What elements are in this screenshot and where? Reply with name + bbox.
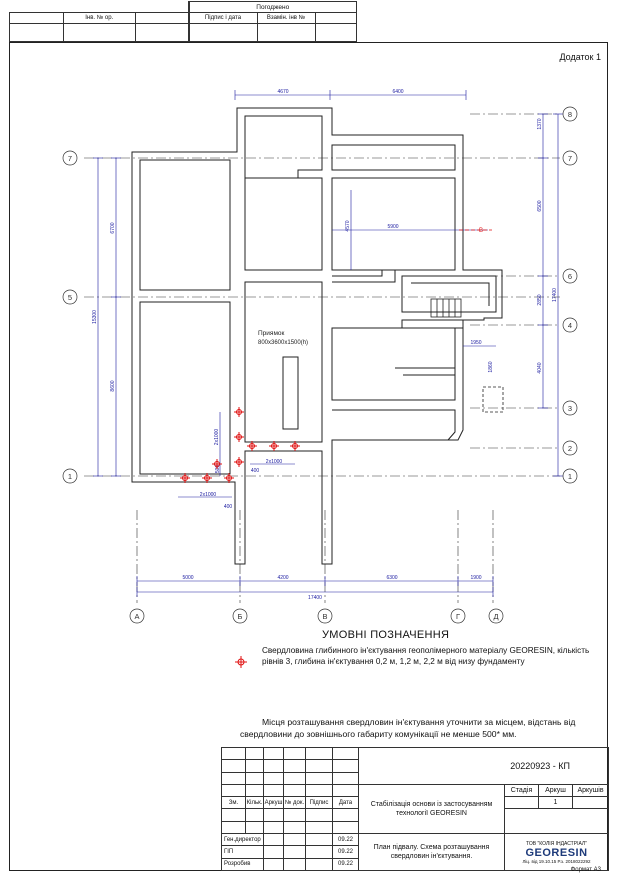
col-signature: Підпис bbox=[306, 797, 333, 809]
axis-1-left: 1 bbox=[67, 472, 73, 481]
appendix-label: Додаток 1 bbox=[559, 52, 601, 62]
dim-2850: 2850 bbox=[537, 294, 543, 306]
date-developer: 09.22 bbox=[333, 858, 359, 870]
section-mark: В bbox=[479, 228, 484, 234]
dim-1860: 1860 bbox=[488, 361, 494, 373]
axis-6-right: 6 bbox=[567, 272, 573, 281]
dim-2x1000-horizontal: 2x1000 bbox=[199, 492, 217, 498]
doc-code: 20220923 - КП bbox=[359, 748, 609, 785]
pit-label: Приямок bbox=[258, 330, 285, 337]
legend-title: УМОВНІ ПОЗНАЧЕННЯ bbox=[322, 629, 450, 641]
axis-7-right: 7 bbox=[567, 154, 573, 163]
inv-original-label: Інв. № ор. bbox=[10, 13, 190, 24]
dim-1900: 1900 bbox=[470, 575, 482, 581]
dim-400-inner: 400 bbox=[250, 468, 260, 474]
pit-size-label: 800x3600x1500(h) bbox=[258, 340, 309, 346]
sheet-label: Аркуш bbox=[539, 784, 573, 796]
dim-15300: 15300 bbox=[92, 310, 98, 324]
axis-d: Д bbox=[493, 612, 499, 621]
dim-4570: 4570 bbox=[345, 220, 351, 232]
dim-6700: 6700 bbox=[110, 222, 116, 234]
axis-v: В bbox=[322, 612, 328, 621]
pit-outline bbox=[283, 357, 298, 429]
axis-g: Г bbox=[455, 612, 461, 621]
sheet-number: 1 bbox=[539, 797, 573, 809]
dim-5900: 5900 bbox=[387, 224, 399, 230]
signature-date-label: Підпис і дата bbox=[189, 13, 257, 24]
project-title: Стабілізація основи із застосуванням технології GEORESIN bbox=[359, 784, 505, 833]
company-license: Ліц. від 19.10.15 Р.з. 2018022292 bbox=[522, 858, 591, 864]
axis-b: Б bbox=[237, 612, 243, 621]
stair bbox=[431, 299, 461, 317]
title-block bbox=[221, 747, 608, 871]
dim-6300: 6300 bbox=[386, 575, 398, 581]
dimension-lines bbox=[93, 90, 563, 597]
role-director: Ген.директор bbox=[222, 834, 264, 846]
approved-label: Погоджено bbox=[189, 2, 357, 13]
col-sheet: Аркуш bbox=[264, 797, 284, 809]
legend-description: Свердловина глибинного ін'єктування геополімерного матеріалу GEORESIN, кількість рівнів 3, глибина ін'єктування 0,2 м, 1,2 м, 2,2 м від низу фундаменту bbox=[262, 646, 590, 666]
dim-2x1000-inner: 2x1000 bbox=[265, 459, 283, 465]
injection-well-marker bbox=[234, 432, 244, 442]
company-cell bbox=[505, 834, 609, 871]
axis-7-left: 7 bbox=[67, 154, 73, 163]
date-gip: 09.22 bbox=[333, 846, 359, 858]
sheet-title: План підвалу. Схема розташування свердловин ін'єктування. bbox=[359, 834, 505, 871]
role-developer: Розробив bbox=[222, 858, 264, 870]
axis-5-left: 5 bbox=[67, 293, 73, 302]
axis-3-right: 3 bbox=[567, 404, 573, 413]
role-gip: ГІП bbox=[222, 846, 264, 858]
company-logo: GEORESIN bbox=[525, 846, 588, 859]
injection-well-markers bbox=[180, 407, 300, 483]
legend-well-symbol bbox=[234, 655, 248, 669]
dim-4200: 4200 bbox=[277, 575, 289, 581]
axis-2-right: 2 bbox=[567, 444, 573, 453]
outer-walls bbox=[132, 108, 502, 564]
dim-2x1000-vertical: 2x1000 bbox=[214, 428, 220, 446]
injection-well-marker bbox=[234, 457, 244, 467]
axis-labels bbox=[68, 110, 572, 621]
dim-5000: 5000 bbox=[182, 575, 194, 581]
dim-6400: 6400 bbox=[392, 89, 404, 95]
dim-500: 500 bbox=[215, 464, 221, 474]
date-director: 09.22 bbox=[333, 834, 359, 846]
dim-400-bottom: 400 bbox=[223, 504, 233, 510]
dim-4040: 4040 bbox=[537, 362, 543, 374]
dim-6500: 6500 bbox=[537, 200, 543, 212]
dim-1950: 1950 bbox=[470, 340, 482, 346]
replaces-inv-label: Взамін. інв № bbox=[257, 13, 315, 24]
dim-17400-bottom: 17400 bbox=[308, 595, 322, 601]
axis-4-right: 4 bbox=[567, 321, 573, 330]
axis-8-right: 8 bbox=[567, 110, 573, 119]
col-change: Зм. bbox=[222, 797, 246, 809]
axis-1-right: 1 bbox=[567, 472, 573, 481]
placement-note: Місця розташування свердловин ін'єктування уточнити за місцем, відстань від свердловини до зовнішнього габариту комунікації не менше 500* мм. bbox=[240, 717, 576, 739]
format-label: Формат А3 bbox=[570, 867, 601, 873]
injection-well-marker bbox=[234, 407, 244, 417]
stage-label: Стадія bbox=[505, 784, 539, 796]
sheets-label: Аркушів bbox=[573, 784, 609, 796]
axis-a: А bbox=[134, 612, 140, 621]
dim-17400-right: 17400 bbox=[552, 288, 558, 302]
dim-4670: 4670 bbox=[277, 89, 289, 95]
company-name: ТОВ "КОЛІЯ ІНДАСТРІАЛ" bbox=[526, 840, 587, 847]
col-date: Дата bbox=[333, 797, 359, 809]
col-count: Кільк. bbox=[246, 797, 264, 809]
dim-1370: 1370 bbox=[537, 118, 543, 130]
dim-8600: 8600 bbox=[110, 380, 116, 392]
col-doc: № док. bbox=[284, 797, 306, 809]
